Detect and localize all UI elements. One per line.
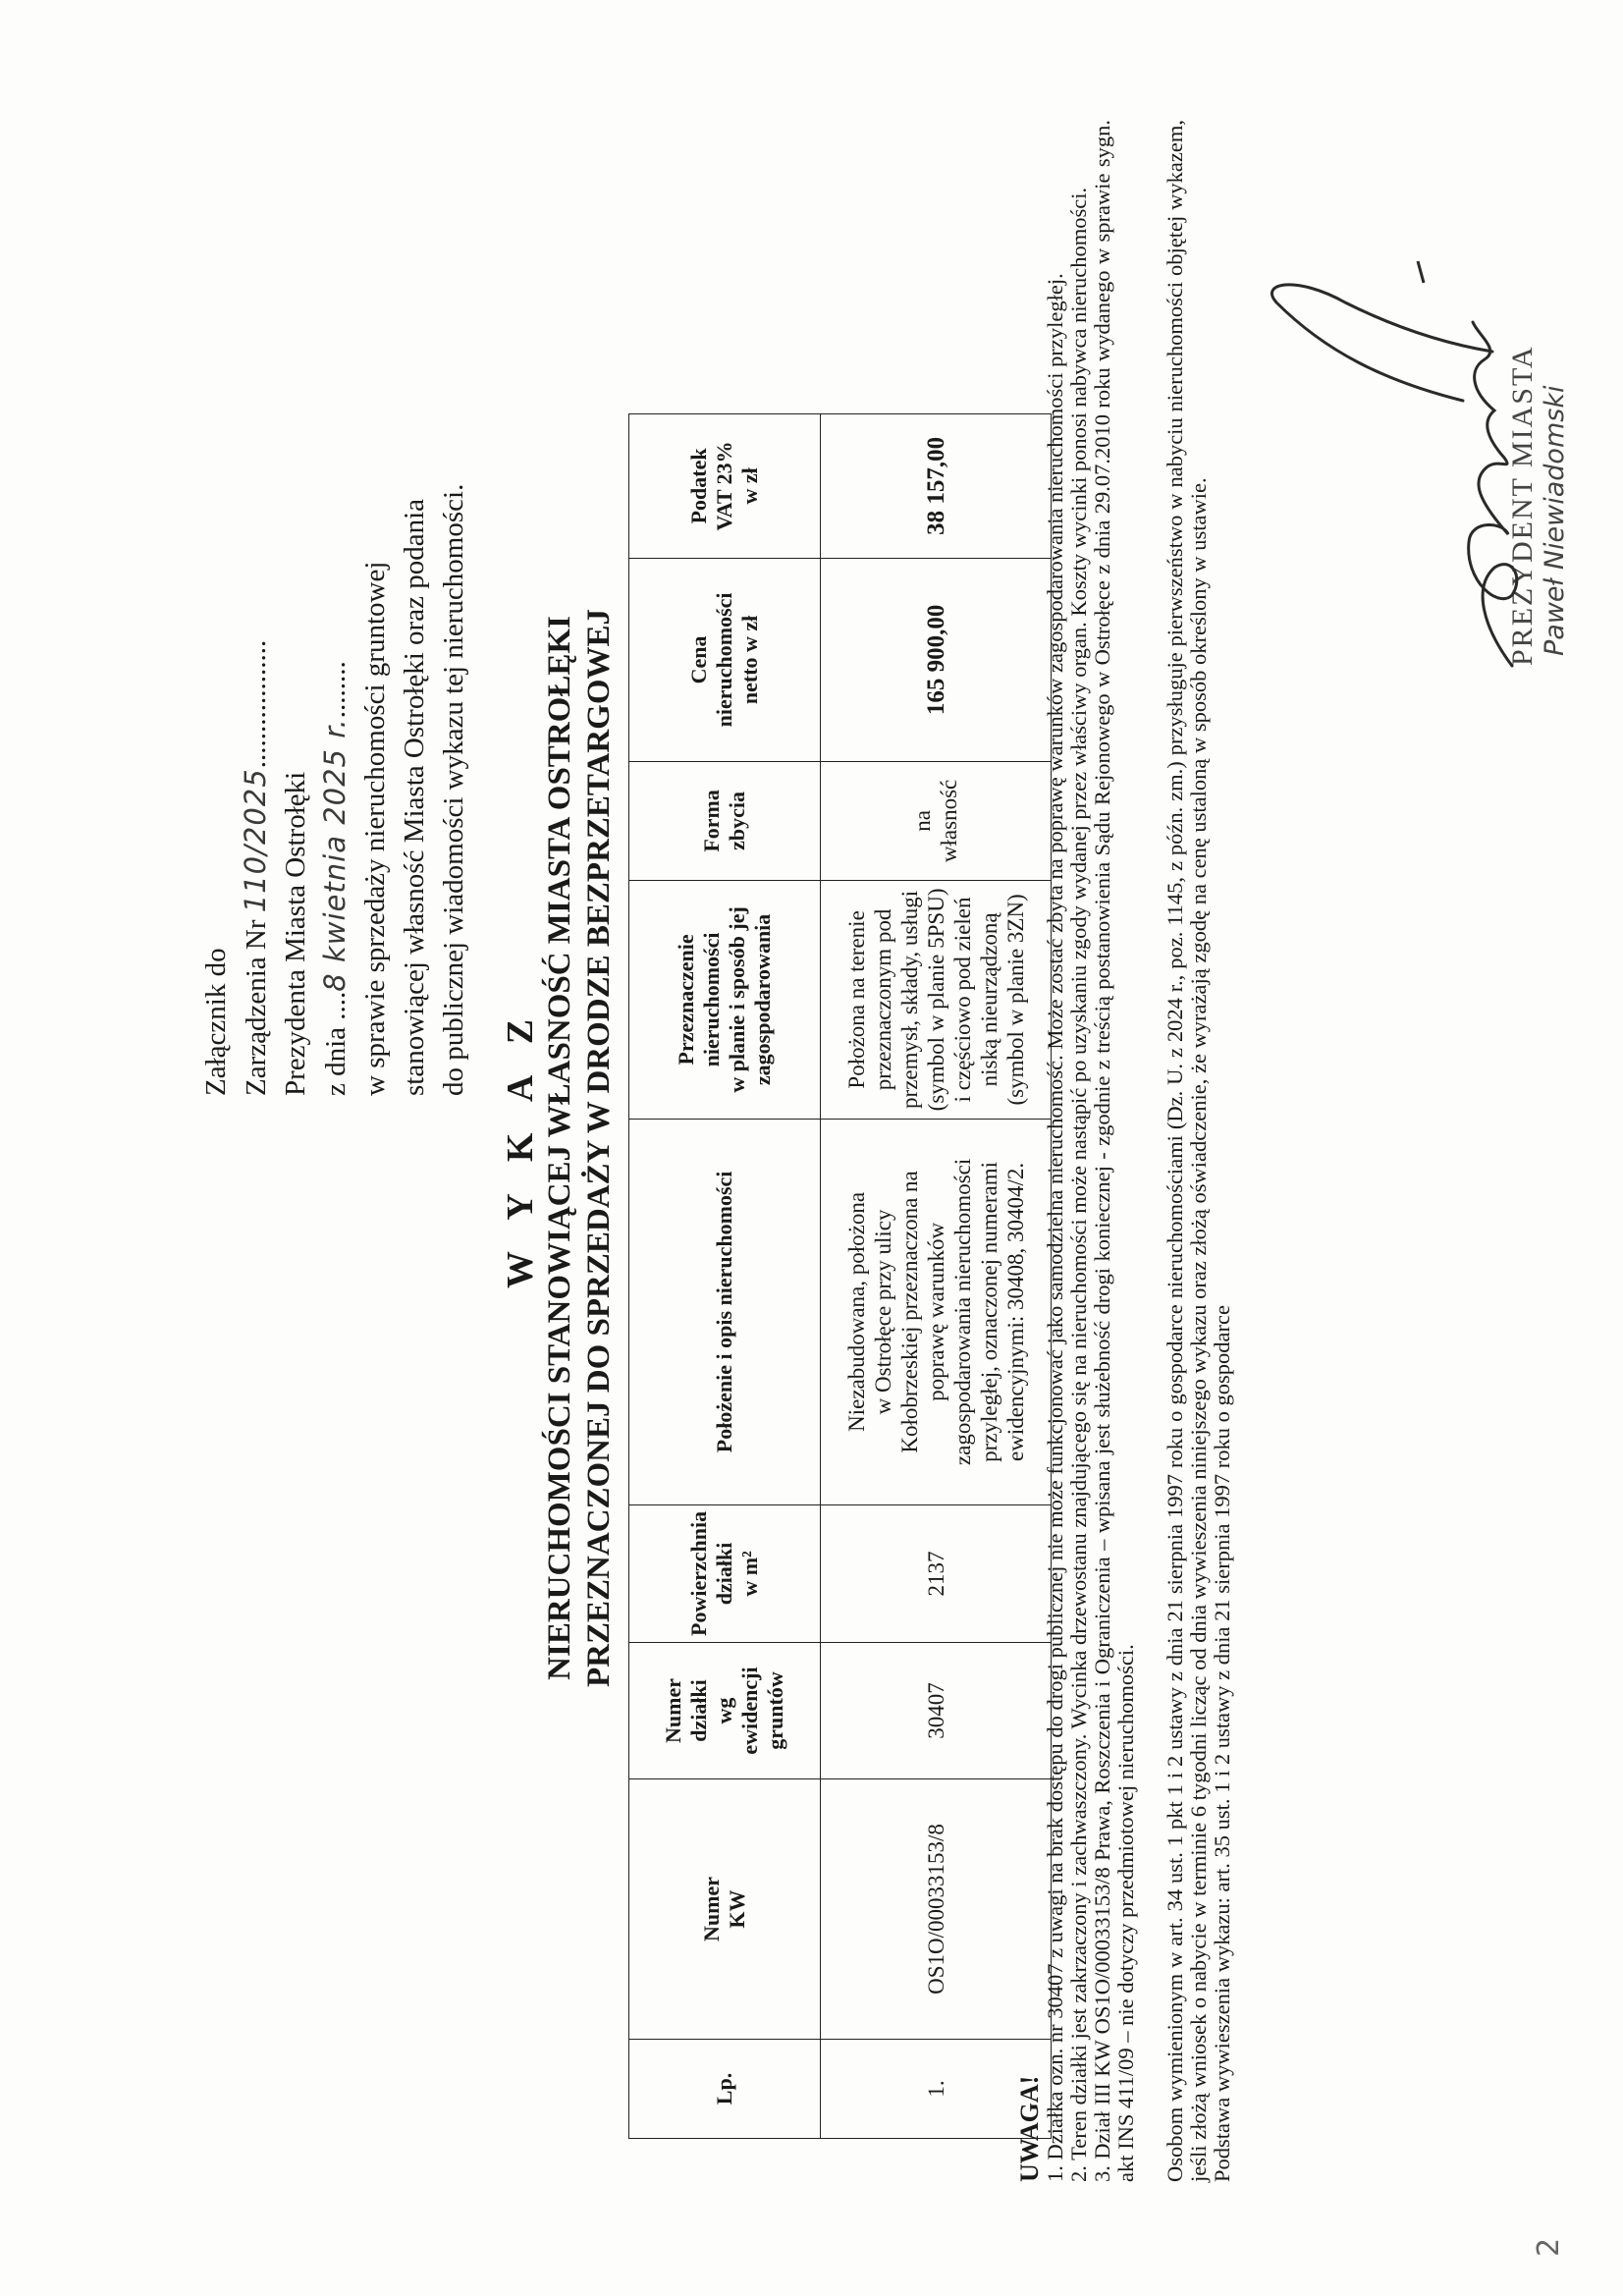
header-vat: Podatek VAT 23% w zł <box>629 413 821 558</box>
page-mark: 2 <box>1532 2237 1566 2257</box>
legal-basis-paragraph: Podstawa wywieszenia wykazu: art. 35 ust. 1 i 2 ustawy z dnia 21 sierpnia 1997 roku o gospodarce <box>1210 1305 1234 2182</box>
header-dzialka: Numer działki wg ewidencji gruntów <box>629 1643 821 1779</box>
table-header-row <box>629 413 821 2138</box>
cell-opis: Niezabudowana, położona w Ostrołęce przy ulicy Kołobrzeskiej przeznaczona na poprawę warunków zagospodarowania nieruchomości przyległej, oznaczonej numerami ewidencyjnymi: 30408, 30404/2. <box>821 1119 1052 1504</box>
annex-line-7: do publicznej wiadomości wykazu tej nieruchomości. <box>438 483 469 1096</box>
cell-forma: na własność <box>821 761 1052 880</box>
note-3: 3. Dział III KW OS1O/00033153/8 Prawa, Roszczenia i Ograniczenia – wpisana jest służebność drogi koniecznej - zgodnie z treścią postanowienia Sądu Rejonowego w Ostrołęce z dnia 29.07.2010 roku wydanego w sprawie sygn. akt INS 411/09 – nie dotyczy przedmiotowej nieruchomości. <box>1090 120 1138 2182</box>
cell-powierzchnia: 2137 <box>821 1504 1052 1642</box>
annex-line-3: Prezydenta Miasta Ostrołęki <box>280 771 311 1096</box>
header-forma: Forma zbycia <box>629 761 821 880</box>
annex-line-2: Zarządzenia Nr 110/2025.................. <box>239 639 272 1096</box>
annex-line-5: w sprawie sprzedaży nieruchomości gruntowej <box>359 561 391 1096</box>
handwritten-date: 8 kwietnia 2025 r. <box>318 718 352 992</box>
stamp-title: PREZYDENT MIASTA <box>1506 345 1539 666</box>
notes-heading: UWAGA! <box>1015 2075 1044 2182</box>
header-powierzchnia: Powierzchnia działki w m² <box>629 1504 821 1642</box>
stamp-name: Paweł Niewiadomski <box>1540 385 1570 656</box>
cell-lp: 1. <box>821 2040 1052 2139</box>
notes-section <box>1016 120 1234 2182</box>
cell-kw: OS1O/00033153/8 <box>821 1779 1052 2040</box>
document-title <box>501 0 619 2296</box>
cell-cena: 165 900,00 <box>821 558 1052 761</box>
title-line-3: PRZEZNACZONEJ DO SPRZEDAŻY W DRODZE BEZPRZETARGOWEJ <box>581 608 617 1688</box>
annex-line-1: Załącznik do <box>200 948 232 1096</box>
property-table <box>628 413 1052 2139</box>
handwritten-order-number: 110/2025 <box>239 768 272 913</box>
cell-vat: 38 157,00 <box>821 413 1052 558</box>
cell-przeznaczenie: Położona na terenie przeznaczonym pod przemysł, składy, usługi (symbol w planie 5PSU) i częściowo pod zieleń niską nieurządzoną (symbol w planie 3ZN) <box>821 880 1052 1119</box>
annex-line-4: z dnia ....8 kwietnia 2025 r......... <box>318 661 352 1096</box>
annex-header <box>196 153 473 1096</box>
header-lp: Lp. <box>629 2040 821 2139</box>
signature-flourish <box>1418 261 1424 283</box>
header-przeznaczenie: Przeznaczenie nieruchomości w planie i sposób jej zagospodarowania <box>629 880 821 1119</box>
header-kw: Numer KW <box>629 1779 821 2040</box>
priority-paragraph: Osobom wymienionym w art. 34 ust. 1 pkt 1 i 2 ustawy z dnia 21 sierpnia 1997 roku o gospodarce nieruchomościami (Dz. U. z 2024 r., poz. 1145, z późn. zm.) przysługuje pierwszeństwo w nabyciu nieruchomości objętej wykazem, jeśli złożą wniosek o nabycie w terminie 6 tygodni licząc od dnia wywieszenia niniejszego wykazu oraz złożą oświadczenie, że wyrażają zgodę na cenę ustaloną w sposób określony w ustawie. <box>1163 120 1211 2182</box>
title-line-2: NIERUCHOMOŚCI STANOWIĄCEJ WŁASNOŚĆ MIASTA OSTROŁĘKI <box>542 616 577 1680</box>
title-wykaz: W Y K A Z <box>500 1007 541 1289</box>
cell-dzialka: 30407 <box>821 1643 1052 1779</box>
handwritten-signature <box>1271 285 1516 666</box>
note-1: 1. Działka ozn. nr 30407 z uwagi na brak dostępu do drogi publicznej nie może funkcjonować jako samodzielna nieruchomość. Może zostać zbyta na poprawę warunków zagospodarowania nieruchomości przyległej. <box>1043 273 1067 2182</box>
header-cena: Cena nieruchomości netto w zł <box>629 558 821 761</box>
note-2: 2. Teren działki jest zakrzaczony i zachwaszczony. Wycinka drzewostanu znajdującego się na nieruchomości może nastąpić po uzyskaniu zgody wydanej przez właściwy organ. Koszty wycinki ponosi nabywca nieruchomości. <box>1066 187 1091 2182</box>
signature-stamp <box>1237 224 1571 813</box>
annex-line-6: stanowiącej własność Miasta Ostrołęki oraz podania <box>399 498 430 1096</box>
header-opis: Położenie i opis nieruchomości <box>629 1119 821 1504</box>
